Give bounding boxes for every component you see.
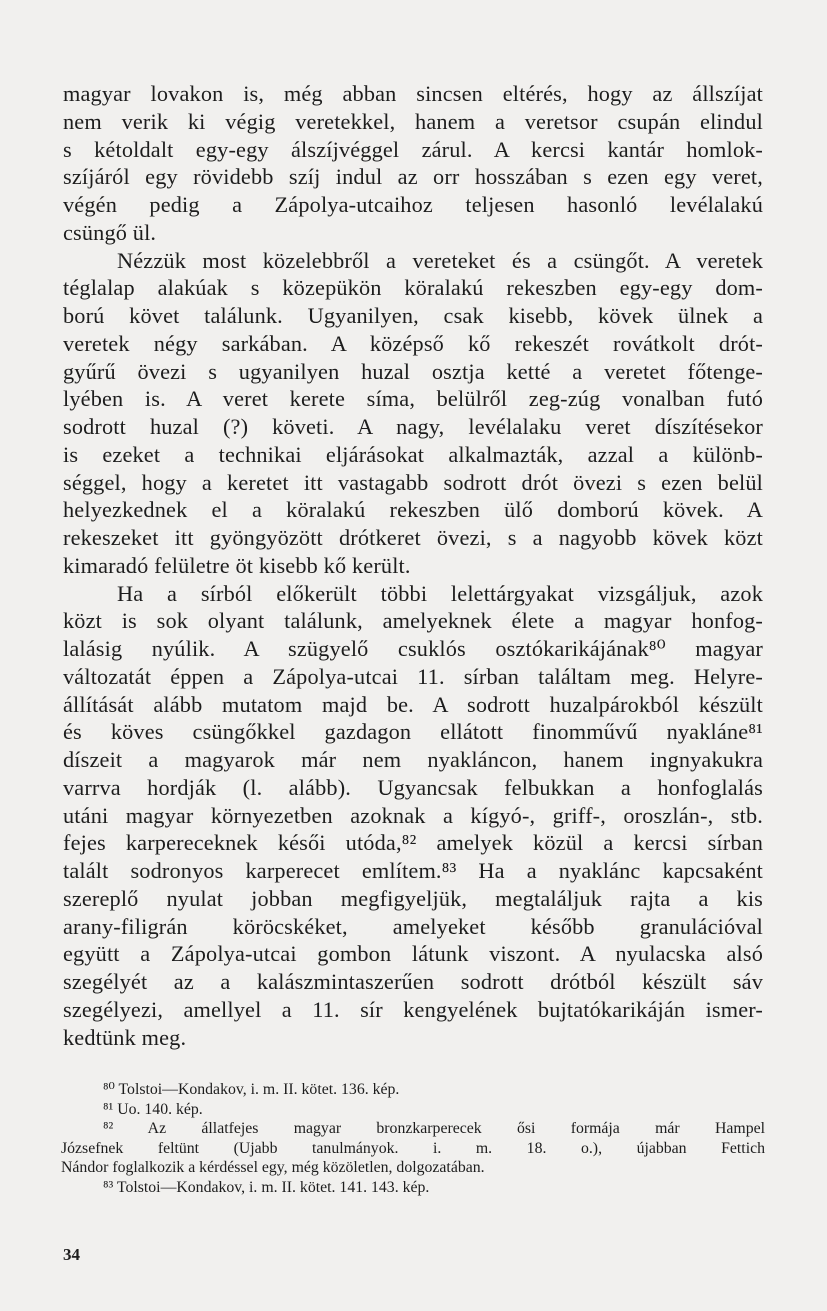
text-line: szíjáról egy rövidebb szíj indul az orr hosszában s ezen egy veret, [63, 164, 763, 190]
paragraph-2 [63, 247, 763, 580]
footnote-80: ⁸⁰ Tolstoi—Kondakov, i. m. II. kötet. 136. kép. [103, 1081, 400, 1098]
text-line: varrva hordják (l. alább). Ugyancsak felbukkan a honfoglalás [63, 774, 763, 800]
footnote-83: ⁸³ Tolstoi—Kondakov, i. m. II. kötet. 141. 143. kép. [103, 1178, 430, 1196]
text-line: téglalap alakúak s közepükön köralakú rekeszben egy-egy dom- [63, 275, 763, 301]
footnote-81: ⁸¹ Uo. 140. kép. [103, 1100, 203, 1118]
text-line: díszeit a magyarok már nem nyakláncon, hanem ingnyakukra [63, 747, 763, 772]
text-line: arany-filigrán köröcskéket, amelyeket később granulációval [63, 913, 763, 939]
footnote-82: ⁸² Az állatfejes magyar bronzkarperecek ősi formája már Hampel [103, 1120, 765, 1138]
text-line: veretek négy sarkában. A középső kő rekeszét rovátkolt drót- [63, 330, 763, 356]
text-line: Nézzük most közelebbről a vereteket és a csüngőt. A veretek [117, 247, 763, 273]
text-line: gyűrű övezi s ugyanilyen huzal osztja ketté a veretet főtenge- [63, 358, 763, 384]
text-line: helyezkednek el a köralakú rekeszben ülő domború kövek. A [63, 497, 763, 523]
paragraph-1 [63, 80, 763, 247]
text-line: szegélyét az a kalászmintaszerűen sodrott drótból készült sáv [63, 969, 763, 994]
text-line: lalásig nyúlik. A szügyelő csuklós osztókarikájának⁸⁰ magyar [63, 636, 763, 661]
text-line: csüngő ül. [63, 219, 157, 245]
text-line: talált sodronyos karperecet említem.⁸³ Ha a nyaklánc kapcsaként [63, 858, 763, 883]
footnotes [61, 1080, 765, 1198]
text-line: Ha a sírból előkerült többi lelettárgyakat vizsgáljuk, azok [117, 580, 763, 606]
text-line: sodrott huzal (?) követi. A nagy, levélalaku veret díszítésekor [63, 414, 763, 439]
body-text [63, 80, 763, 1051]
text-line: közt is sok olyant találunk, amelyeknek élete a magyar honfog- [63, 608, 763, 634]
text-line: is ezeket a technikai eljárásokat alkalmazták, azzal a különb- [63, 441, 763, 467]
text-line: fejes karpereceknek késői utóda,⁸² amelyek közül a kercsi sírban [63, 830, 763, 856]
text-line: állítását alább mutatom majd be. A sodrott huzalpárokból készült [63, 691, 763, 717]
text-line: s kétoldalt egy-egy álszíjvéggel zárul. A kercsi kantár homlok- [63, 136, 763, 162]
text-line: nem verik ki végig veretekkel, hanem a veretsor csupán elindul [63, 108, 763, 134]
footnote-82-continuation: Józsefnek feltünt (Ujabb tanulmányok. i. m. 18. o.), újabban Fettich [61, 1139, 765, 1157]
text-line: kedtünk meg. [63, 1024, 187, 1050]
text-line: kimaradó felületre öt kisebb kő került. [63, 552, 411, 578]
text-line: rekeszeket itt gyöngyözött drótkeret övezi, s a nagyobb kövek közt [63, 525, 763, 550]
text-line: magyar lovakon is, még abban sincsen eltérés, hogy az állszíjat [63, 81, 763, 106]
text-line: együtt a Zápolya-utcai gombon látunk viszont. A nyulacska alsó [63, 941, 763, 967]
text-line: végén pedig a Zápolya-utcaihoz teljesen hasonló levélalakú [63, 192, 763, 217]
page-number: 34 [63, 1245, 80, 1264]
footnote-82-continuation: Nándor foglalkozik a kérdéssel egy, még közöletlen, dolgozatában. [61, 1159, 485, 1177]
text-line: lyében is. A veret kerete síma, belülről zeg-zúg vonalban futó [63, 386, 763, 412]
text-line: ború követ találunk. Ugyanilyen, csak kisebb, kövek ülnek a [63, 303, 763, 328]
text-line: és köves csüngőkkel gazdagon ellátott finomművű nyakláne⁸¹ [63, 719, 763, 745]
text-line: szegélyezi, amellyel a 11. sír kengyelének bujtatókarikáján ismer- [63, 996, 763, 1022]
text-line: séggel, hogy a keretet itt vastagabb sodrott drót övezi s ezen belül [63, 469, 763, 495]
text-line: utáni magyar környezetben azoknak a kígyó-, griff-, oroszlán-, stb. [63, 802, 763, 828]
paragraph-3 [63, 580, 763, 1052]
text-line: változatát éppen a Zápolya-utcai 11. sírban találtam meg. Helyre- [63, 663, 763, 689]
text-line: szereplő nyulat jobban megfigyeljük, megtaláljuk rajta a kis [63, 885, 763, 911]
